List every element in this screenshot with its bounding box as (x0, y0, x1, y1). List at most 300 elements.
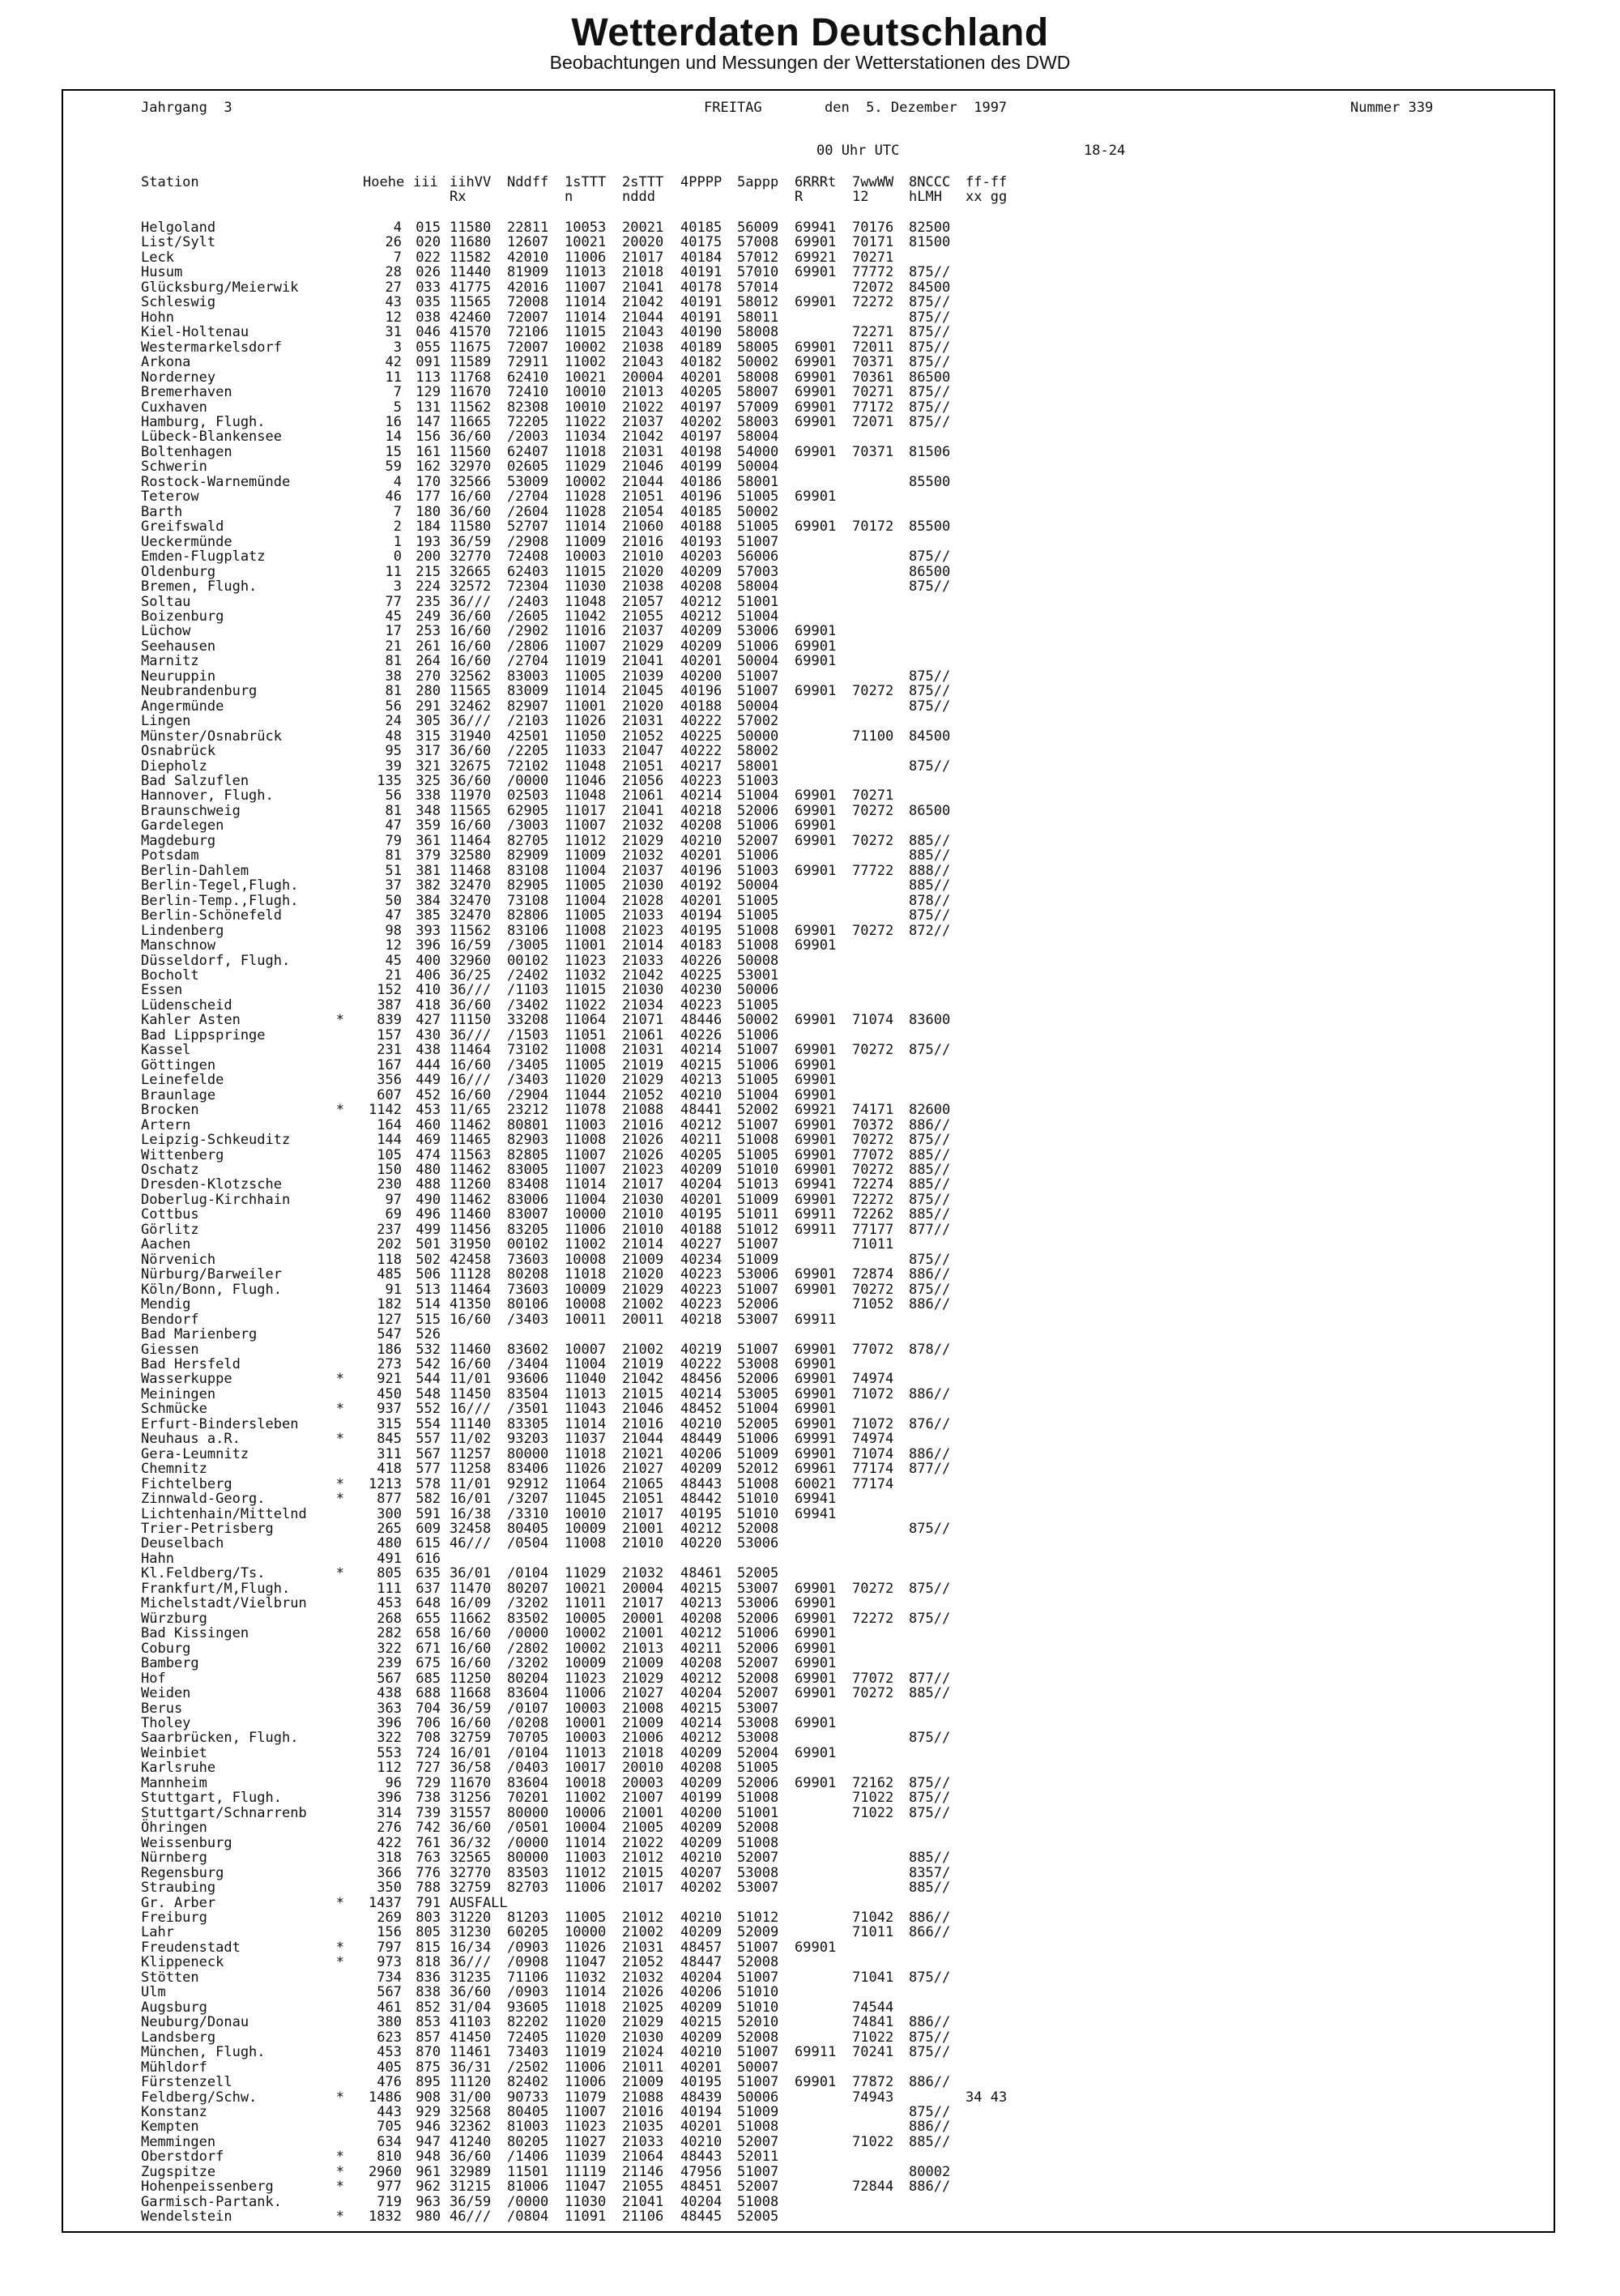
data-group-4: 21002 (622, 1924, 664, 1941)
station-id: 046 (416, 324, 441, 341)
data-group-1: 11/01 (450, 1371, 492, 1388)
data-group-6: 51009 (737, 1191, 779, 1208)
station-id: 253 (416, 623, 441, 640)
data-group-6: 51011 (737, 1206, 779, 1223)
data-group-4: 21032 (622, 847, 664, 864)
data-group-3: 11047 (565, 1954, 607, 1971)
data-group-5: 40212 (680, 1730, 723, 1747)
data-group-1: 36/59 (450, 533, 492, 550)
data-group-8: 72011 (852, 339, 894, 356)
station-height: 282 (377, 1625, 402, 1642)
station-id: 396 (416, 937, 441, 954)
station-id: 384 (416, 892, 441, 909)
data-group-4: 21022 (622, 399, 664, 416)
data-group-3: 10001 (565, 1715, 607, 1731)
data-group-4: 21146 (622, 2163, 664, 2180)
table-row (0, 1357, 1620, 1372)
station-id: 557 (416, 1431, 441, 1448)
station-name: Berlin-Tegel,Flugh. (141, 877, 299, 894)
data-group-3: 11012 (565, 832, 607, 849)
data-group-3: 11006 (565, 2059, 607, 2076)
data-group-2: /2904 (507, 1086, 549, 1103)
station-height: 96 (385, 1774, 402, 1791)
data-group-5: 40206 (680, 1984, 723, 2001)
station-height: 443 (377, 2103, 402, 2120)
data-group-1: 36/60 (450, 503, 492, 520)
data-group-5: 40209 (680, 1161, 723, 1178)
data-group-9: 875// (909, 1730, 951, 1747)
station-height: 186 (377, 1341, 402, 1358)
data-group-1: 11462 (450, 1161, 492, 1178)
data-group-7: 69901 (795, 1086, 837, 1103)
data-group-6: 51005 (737, 996, 779, 1014)
data-group-1: 16/09 (450, 1595, 492, 1612)
data-group-5: 40226 (680, 952, 723, 969)
data-group-2: 80000 (507, 1850, 549, 1867)
data-group-1: 36/// (450, 593, 492, 610)
station-name: Brocken (141, 1102, 199, 1119)
data-group-5: 40202 (680, 1880, 723, 1897)
data-group-5: 40208 (680, 1760, 723, 1777)
station-id: 513 (416, 1281, 441, 1298)
data-group-1: 11668 (450, 1685, 492, 1702)
data-group-6: 51010 (737, 1999, 779, 2016)
data-group-5: 40201 (680, 892, 723, 909)
station-id: 315 (416, 728, 441, 745)
data-group-3: 11014 (565, 519, 607, 536)
station-name: Saarbrücken, Flugh. (141, 1730, 299, 1747)
data-group-5: 40218 (680, 802, 723, 819)
data-group-1: 16/60 (450, 1086, 492, 1103)
data-group-2: 80208 (507, 1266, 549, 1283)
data-group-2: /0504 (507, 1535, 549, 1552)
data-group-6: 53008 (737, 1730, 779, 1747)
station-height: 0 (393, 548, 402, 565)
data-group-6: 58002 (737, 743, 779, 760)
station-name: Ulm (141, 1984, 166, 2001)
table-row (0, 1985, 1620, 1999)
data-group-4: 21017 (622, 1595, 664, 1612)
data-group-9: 886// (909, 1296, 951, 1313)
data-group-10: 34 43 (966, 2089, 1008, 2106)
data-group-2: 80405 (507, 2103, 549, 2120)
data-group-1: 11/65 (450, 1102, 492, 1119)
station-name: Berlin-Dahlem (141, 862, 249, 879)
data-group-4: 21014 (622, 937, 664, 954)
table-row (0, 788, 1620, 803)
data-group-6: 52005 (737, 1415, 779, 1432)
data-group-9: 866// (909, 1924, 951, 1941)
station-height: 97 (385, 1191, 402, 1208)
station-height: 485 (377, 1266, 402, 1283)
station-height: 265 (377, 1521, 402, 1538)
station-id: 738 (416, 1790, 441, 1807)
data-group-2: 12607 (507, 234, 549, 251)
station-id: 815 (416, 1939, 441, 1956)
station-name: Bad Salzuflen (141, 773, 249, 790)
data-group-2: /3202 (507, 1655, 549, 1672)
data-group-4: 21001 (622, 1625, 664, 1642)
station-name: Hahn (141, 1550, 174, 1567)
data-group-3: 11015 (565, 982, 607, 999)
station-height: 11 (385, 563, 402, 580)
data-group-2: 02605 (507, 459, 549, 476)
station-name: Görlitz (141, 1221, 199, 1238)
data-group-9: 885// (909, 1206, 951, 1223)
data-group-3: 11015 (565, 563, 607, 580)
station-id: 514 (416, 1296, 441, 1313)
data-group-1: 11460 (450, 1341, 492, 1358)
station-name: Bad Marienberg (141, 1326, 258, 1343)
data-group-2: /3003 (507, 817, 549, 834)
station-height: 21 (385, 638, 402, 655)
data-group-5: 40178 (680, 279, 723, 296)
data-group-5: 40196 (680, 862, 723, 879)
data-group-1: 32970 (450, 459, 492, 476)
station-id: 321 (416, 758, 441, 775)
data-group-1: 11450 (450, 1385, 492, 1402)
data-group-6: 51008 (737, 2193, 779, 2210)
data-group-3: 11022 (565, 413, 607, 430)
data-group-6: 51008 (737, 1475, 779, 1492)
data-group-9: 81506 (909, 443, 951, 460)
data-group-5: 40199 (680, 459, 723, 476)
data-group-1: 11582 (450, 249, 492, 266)
station-id: 788 (416, 1880, 441, 1897)
data-group-7: 69941 (795, 220, 837, 236)
data-group-7: 69901 (795, 802, 837, 819)
data-group-1: 16/34 (450, 1939, 492, 1956)
data-group-1: 16/01 (450, 1491, 492, 1508)
data-group-7: 69901 (795, 294, 837, 311)
data-group-2: 82202 (507, 2014, 549, 2031)
data-group-5: 40201 (680, 653, 723, 670)
station-name: Berlin-Temp.,Flugh. (141, 892, 299, 909)
table-row (0, 848, 1620, 863)
data-group-9: 875// (909, 668, 951, 685)
data-group-5: 40234 (680, 1251, 723, 1268)
data-group-5: 40227 (680, 1236, 723, 1253)
data-group-8: 71072 (852, 1415, 894, 1432)
station-id: 113 (416, 369, 441, 386)
data-group-5: 40210 (680, 1850, 723, 1867)
data-group-1: 36/60 (450, 743, 492, 760)
data-group-5: 40210 (680, 1086, 723, 1103)
data-group-4: 21029 (622, 2014, 664, 2031)
data-group-6: 51007 (737, 1281, 779, 1298)
data-group-5: 40186 (680, 473, 723, 490)
data-group-7: 69901 (795, 1116, 837, 1133)
col-header-4pppp: 4PPPP (680, 174, 723, 190)
station-name: Düsseldorf, Flugh. (141, 952, 291, 969)
station-height: 461 (377, 1999, 402, 2016)
station-height: 157 (377, 1026, 402, 1043)
data-group-6: 50002 (737, 503, 779, 520)
data-group-2: /3404 (507, 1355, 549, 1372)
station-id: 635 (416, 1565, 441, 1582)
data-group-2: /3005 (507, 937, 549, 954)
table-row (0, 2015, 1620, 2029)
station-name: Michelstadt/Vielbrun (141, 1595, 307, 1612)
station-name: Bendorf (141, 1311, 199, 1328)
data-group-2: 72007 (507, 339, 549, 356)
station-name: Aachen (141, 1236, 191, 1253)
station-height: 11 (385, 369, 402, 386)
station-id: 393 (416, 922, 441, 939)
data-group-1: 11662 (450, 1610, 492, 1627)
data-group-1: 32989 (450, 2163, 492, 2180)
station-name: Kahler Asten (141, 1012, 241, 1029)
data-group-3: 11018 (565, 1266, 607, 1283)
data-group-9: 875// (909, 399, 951, 416)
data-group-7: 69911 (795, 2044, 837, 2061)
station-id: 742 (416, 1820, 441, 1837)
data-group-6: 51008 (737, 937, 779, 954)
station-name: Marnitz (141, 653, 199, 670)
data-group-5: 40203 (680, 548, 723, 565)
table-row (0, 1970, 1620, 1985)
data-group-6: 51007 (737, 1969, 779, 1986)
data-group-9: 886// (909, 1445, 951, 1462)
data-group-6: 51006 (737, 1056, 779, 1073)
station-id: 501 (416, 1236, 441, 1253)
data-group-5: 40225 (680, 728, 723, 745)
station-id: 430 (416, 1026, 441, 1043)
data-group-6: 51012 (737, 1909, 779, 1926)
data-group-3: 11019 (565, 653, 607, 670)
data-group-4: 21026 (622, 1984, 664, 2001)
data-group-9: 875// (909, 354, 951, 371)
data-group-2: 73603 (507, 1251, 549, 1268)
station-height: 311 (377, 1445, 402, 1462)
data-group-4: 21009 (622, 2074, 664, 2091)
station-name: Köln/Bonn, Flugh. (141, 1281, 282, 1298)
data-group-7: 69991 (795, 1431, 837, 1448)
data-group-9: 885// (909, 1176, 951, 1193)
table-row (0, 1731, 1620, 1745)
station-name: Bocholt (141, 967, 199, 984)
data-group-8: 72874 (852, 1266, 894, 1283)
data-group-8: 72262 (852, 1206, 894, 1223)
station-id: 361 (416, 832, 441, 849)
data-group-8: 70272 (852, 1132, 894, 1149)
station-height: 977 (377, 2179, 402, 2196)
data-group-3: 11018 (565, 1999, 607, 2016)
data-group-6: 51007 (737, 668, 779, 685)
data-group-2: 23212 (507, 1102, 549, 1119)
station-id: 578 (416, 1475, 441, 1492)
data-group-2: 80106 (507, 1296, 549, 1313)
station-id: 338 (416, 787, 441, 804)
data-group-8: 77772 (852, 264, 894, 281)
table-row (0, 759, 1620, 774)
data-group-7: 69901 (795, 1415, 837, 1432)
data-group-7: 60021 (795, 1475, 837, 1492)
table-row (0, 1836, 1620, 1850)
data-group-9: 875// (909, 384, 951, 401)
station-id: 591 (416, 1505, 441, 1522)
data-group-9: 877// (909, 1670, 951, 1687)
data-group-8: 71022 (852, 1790, 894, 1807)
station-height: 356 (377, 1072, 402, 1089)
data-group-3: 11028 (565, 503, 607, 520)
data-group-2: 82308 (507, 399, 549, 416)
data-group-7: 69901 (795, 1371, 837, 1388)
data-group-5: 40214 (680, 1385, 723, 1402)
data-group-4: 21043 (622, 324, 664, 341)
data-group-3: 11023 (565, 1670, 607, 1687)
station-id: 460 (416, 1116, 441, 1133)
station-height: 276 (377, 1820, 402, 1837)
data-group-4: 21026 (622, 1132, 664, 1149)
data-group-3: 11022 (565, 996, 607, 1014)
station-height: 14 (385, 429, 402, 446)
table-row (0, 714, 1620, 728)
station-height: 81 (385, 683, 402, 700)
table-row (0, 415, 1620, 429)
station-name: Göttingen (141, 1056, 216, 1073)
data-group-7: 69901 (795, 683, 837, 700)
table-row (0, 1806, 1620, 1820)
data-group-1: 16/60 (450, 489, 492, 506)
data-group-4: 21008 (622, 1700, 664, 1717)
station-id: 449 (416, 1072, 441, 1089)
station-name: Greifswald (141, 519, 224, 536)
station-height: 16 (385, 413, 402, 430)
data-group-6: 51006 (737, 638, 779, 655)
table-row (0, 1536, 1620, 1551)
data-group-9: 886// (909, 1385, 951, 1402)
data-group-2: 82907 (507, 698, 549, 715)
data-group-4: 21020 (622, 698, 664, 715)
data-group-1: 11562 (450, 399, 492, 416)
data-group-3: 11014 (565, 1176, 607, 1193)
data-group-1: 11258 (450, 1461, 492, 1478)
station-height: 37 (385, 877, 402, 894)
data-group-5: 40204 (680, 1176, 723, 1193)
data-group-6: 51004 (737, 787, 779, 804)
station-name: Leipzig-Schkeuditz (141, 1132, 291, 1149)
station-name: Erfurt-Bindersleben (141, 1415, 299, 1432)
station-name: Braunschweig (141, 802, 241, 819)
data-group-2: /3403 (507, 1311, 549, 1328)
data-group-5: 40214 (680, 1042, 723, 1059)
data-group-7: 69921 (795, 249, 837, 266)
station-height: 111 (377, 1580, 402, 1597)
data-group-4: 21032 (622, 1969, 664, 1986)
table-row (0, 1581, 1620, 1596)
data-group-6: 51010 (737, 1491, 779, 1508)
station-id: 033 (416, 279, 441, 296)
table-row (0, 1387, 1620, 1402)
data-group-5: 40212 (680, 1521, 723, 1538)
data-group-9: 80002 (909, 2163, 951, 2180)
data-group-7: 69901 (795, 832, 837, 849)
data-group-5: 40201 (680, 847, 723, 864)
station-id: 961 (416, 2163, 441, 2180)
data-group-5: 40222 (680, 743, 723, 760)
data-group-2: 62403 (507, 563, 549, 580)
data-group-5: 40189 (680, 339, 723, 356)
data-group-5: 40222 (680, 1355, 723, 1372)
station-name: Husum (141, 264, 183, 281)
data-group-2: /3403 (507, 1072, 549, 1089)
data-group-1: 11140 (450, 1415, 492, 1432)
data-group-4: 21033 (622, 2133, 664, 2150)
data-group-5: 40209 (680, 563, 723, 580)
data-group-1: 11464 (450, 1042, 492, 1059)
station-name: Berus (141, 1700, 183, 1717)
data-group-4: 21029 (622, 1072, 664, 1089)
data-group-2: /2806 (507, 638, 549, 655)
station-name: Trier-Petrisberg (141, 1521, 274, 1538)
station-id: 427 (416, 1012, 441, 1029)
mountain-station-mark: * (335, 1012, 344, 1029)
data-group-3: 11006 (565, 2074, 607, 2091)
data-group-2: 72205 (507, 413, 549, 430)
data-group-7: 69901 (795, 339, 837, 356)
data-group-1: 42460 (450, 309, 492, 326)
table-row (0, 2209, 1620, 2224)
data-group-9: 886// (909, 2014, 951, 2031)
table-row (0, 1058, 1620, 1073)
station-height: 39 (385, 758, 402, 775)
data-group-4: 21019 (622, 1355, 664, 1372)
data-group-6: 52006 (737, 1610, 779, 1627)
table-row (0, 1671, 1620, 1686)
data-group-5: 40212 (680, 608, 723, 625)
data-group-2: /0908 (507, 1954, 549, 1971)
station-id: 496 (416, 1206, 441, 1223)
station-id: 908 (416, 2089, 441, 2106)
data-group-6: 52006 (737, 802, 779, 819)
station-height: 56 (385, 698, 402, 715)
table-row (0, 250, 1620, 265)
table-row (0, 1955, 1620, 1970)
data-group-1: 32362 (450, 2119, 492, 2136)
data-group-3: 11037 (565, 1431, 607, 1448)
data-group-9: 885// (909, 1685, 951, 1702)
data-group-7: 69911 (795, 1311, 837, 1328)
data-group-9: 885// (909, 832, 951, 849)
data-group-5: 40222 (680, 713, 723, 730)
data-group-5: 40212 (680, 593, 723, 610)
data-group-5: 40184 (680, 249, 723, 266)
table-row (0, 310, 1620, 325)
station-id: 791 (416, 1894, 441, 1911)
data-group-3: 11040 (565, 1371, 607, 1388)
station-height: 3 (393, 578, 402, 595)
data-group-3: 11014 (565, 683, 607, 700)
data-group-8: 72071 (852, 413, 894, 430)
station-id: 836 (416, 1969, 441, 1986)
data-group-1: 11580 (450, 220, 492, 236)
data-group-4: 21088 (622, 2089, 664, 2106)
station-name: Lüchow (141, 623, 191, 640)
station-height: 17 (385, 623, 402, 640)
station-name: Neubrandenburg (141, 683, 258, 700)
data-group-7: 69901 (795, 937, 837, 954)
station-height: 567 (377, 1984, 402, 2001)
data-group-6: 57003 (737, 563, 779, 580)
data-group-1: 36/60 (450, 1984, 492, 2001)
data-group-7: 69901 (795, 1191, 837, 1208)
table-row (0, 1656, 1620, 1671)
station-name: Lindenberg (141, 922, 224, 939)
station-name: Chemnitz (141, 1461, 207, 1478)
data-group-2: 81203 (507, 1909, 549, 1926)
station-name: Glücksburg/Meierwik (141, 279, 299, 296)
